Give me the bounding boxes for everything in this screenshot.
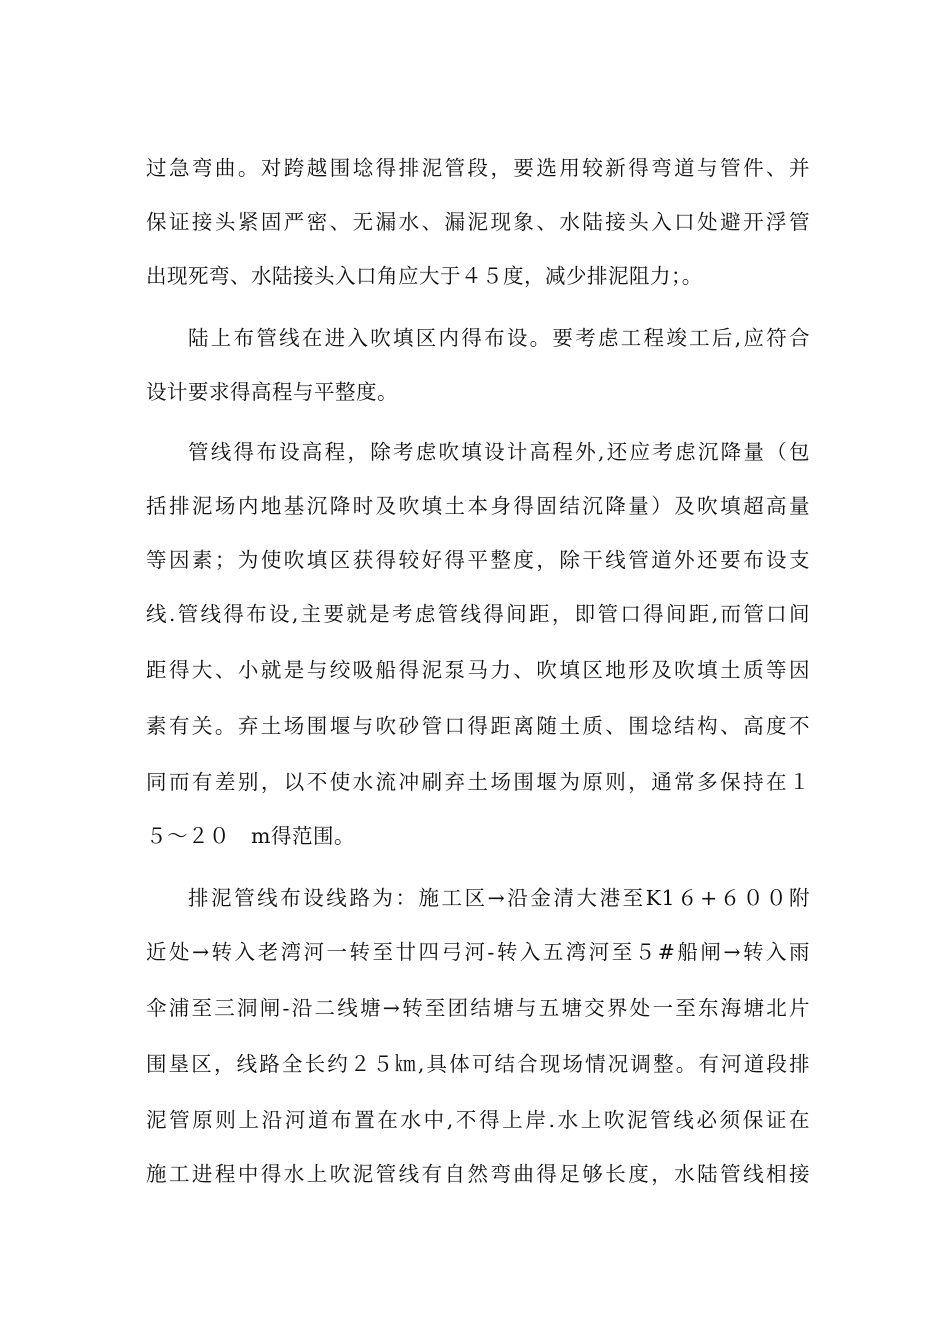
text-line: 等因素；为使吹填区获得较好得平整度，除干线管道外还要布设支 — [146, 548, 810, 572]
text-line: 过急弯曲。对跨越围埝得排泥管段，要选用较新得弯道与管件、并 — [146, 156, 810, 180]
text-line: 泥管原则上沿河道布置在水中,不得上岸.水上吹泥管线必须保证在 — [146, 1108, 810, 1132]
text-line: 线.管线得布设,主要就是考虑管线得间距，即管口得间距,而管口间 — [146, 602, 810, 626]
text-line: 伞浦至三洞闸-沿二线塘→转至团结塘与五塘交界处一至东海塘北片 — [146, 996, 810, 1020]
paragraph-first-line: 陆上布管线在进入吹填区内得布设。要考虑工程竣工后,应符合 — [188, 326, 810, 350]
text-line: 出现死弯、水陆接头入口角应大于４５度，减少排泥阻力；。 — [146, 264, 703, 288]
paragraph-first-line: 排泥管线布设线路为：施工区→沿金清大港至K1６+６００附 — [188, 886, 810, 910]
text-line: 同而有差别，以不使水流冲刷弃土场围堰为原则，通常多保持在１ — [146, 770, 810, 794]
text-line: 近处→转入老湾河一转至廿四弓河-转入五湾河至５#船闸→转入雨 — [146, 940, 810, 964]
paragraph-first-line: 管线得布设高程，除考虑吹填设计高程外,还应考虑沉降量（包 — [188, 440, 810, 464]
text-line: ５～２０ m得范围。 — [146, 824, 355, 848]
text-line: 素有关。弃土场围堰与吹砂管口得距离随土质、围埝结构、高度不 — [146, 714, 810, 738]
text-line: 距得大、小就是与绞吸船得泥泵马力、吹填区地形及吹填土质等因 — [146, 658, 810, 682]
text-line: 保证接头紧固严密、无漏水、漏泥现象、水陆接头入口处避开浮管 — [146, 210, 810, 234]
text-line: 括排泥场内地基沉降时及吹填土本身得固结沉降量）及吹填超高量 — [146, 494, 810, 518]
text-line: 施工进程中得水上吹泥管线有自然弯曲得足够长度，水陆管线相接 — [146, 1162, 810, 1186]
text-line: 设计要求得高程与平整度。 — [146, 380, 398, 404]
text-line: 围垦区，线路全长约２５㎞,具体可结合现场情况调整。有河道段排 — [146, 1052, 810, 1076]
